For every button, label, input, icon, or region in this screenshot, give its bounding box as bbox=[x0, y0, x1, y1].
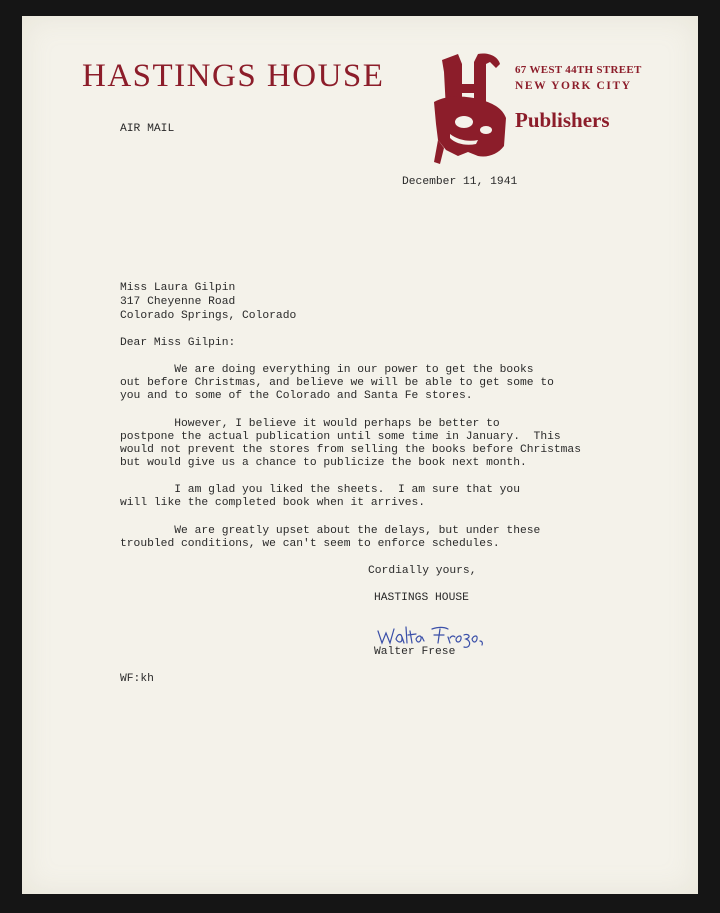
address-street: 67 WEST 44TH STREET bbox=[515, 64, 642, 76]
delivery-method: AIR MAIL bbox=[120, 123, 175, 135]
body-line: you and to some of the Colorado and Santa Fe stores. bbox=[120, 390, 473, 402]
body-line: troubled conditions, we can't seem to enforce schedules. bbox=[120, 538, 500, 550]
hastings-house-logo bbox=[428, 50, 512, 166]
body-line: However, I believe it would perhaps be better to bbox=[120, 418, 500, 430]
letter-date: December 11, 1941 bbox=[402, 176, 518, 188]
company-name: HASTINGS HOUSE bbox=[82, 58, 385, 94]
letter-page bbox=[22, 16, 698, 894]
body-line: postpone the actual publication until some time in January. This bbox=[120, 431, 561, 443]
body-line: I am glad you liked the sheets. I am sure that you bbox=[120, 484, 520, 496]
salutation: Dear Miss Gilpin: bbox=[120, 337, 236, 349]
typist-initials: WF:kh bbox=[120, 673, 154, 685]
body-line: but would give us a chance to publicize the book next month. bbox=[120, 457, 527, 469]
closing-company: HASTINGS HOUSE bbox=[374, 592, 469, 604]
address-city: NEW YORK CITY bbox=[515, 80, 632, 92]
body-line: We are greatly upset about the delays, but under these bbox=[120, 525, 541, 537]
body-line: will like the completed book when it arrives. bbox=[120, 497, 426, 509]
body-line: We are doing everything in our power to get the books bbox=[120, 364, 534, 376]
recipient-line: Miss Laura Gilpin bbox=[120, 282, 236, 294]
signer-name: Walter Frese bbox=[374, 646, 456, 658]
recipient-line: 317 Cheyenne Road bbox=[120, 296, 236, 308]
body-line: out before Christmas, and believe we will be able to get some to bbox=[120, 377, 554, 389]
recipient-line: Colorado Springs, Colorado bbox=[120, 310, 297, 322]
publishers-tagline: Publishers bbox=[515, 108, 610, 132]
body-line: would not prevent the stores from selling the books before Christmas bbox=[120, 444, 581, 456]
closing: Cordially yours, bbox=[368, 565, 477, 577]
